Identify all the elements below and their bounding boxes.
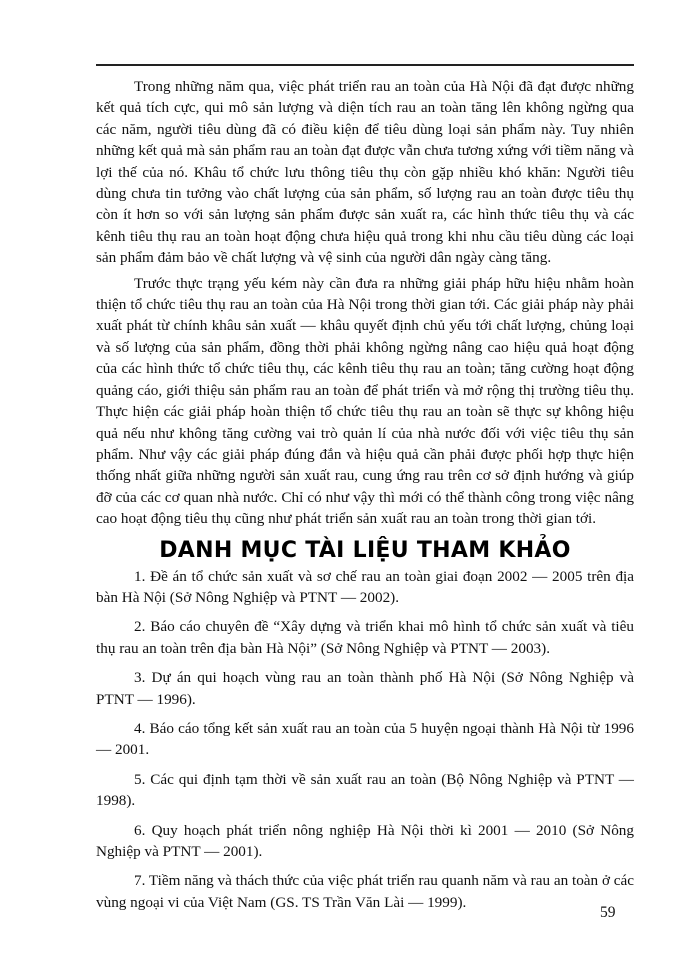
header-rule: [96, 64, 634, 66]
reference-item-7: 7. Tiềm năng và thách thức của việc phát triển rau quanh năm và rau an toàn ở các vùng ngoại vi của Việt Nam (GS. TS Trần Văn Lài — 1999).: [96, 872, 634, 911]
references-heading: DANH MỤC TÀI LIỆU THAM KHẢO: [159, 537, 571, 563]
page-number: 59: [600, 904, 616, 921]
reference-item-4: 4. Báo cáo tổng kết sản xuất rau an toàn của 5 huyện ngoại thành Hà Nội từ 1996 — 2001.: [96, 719, 634, 759]
body-paragraph-2: Trước thực trạng yếu kém này cần đưa ra những giải pháp hữu hiệu nhằm hoàn thiện tổ chức tiêu thụ rau an toàn của Hà Nội trong thời gian tới. Các giải pháp này phải xuất phát từ chính khâu sản xuất — khâu quyết định chủ yếu tới chất lượng, chủng loại và số lượng của sản phẩm, đồng thời phải không ngừng nâng cao hiệu quả hoạt động của các hình thức tổ chức tiêu thụ, các kênh tiêu thụ rau an toàn; tăng cường hoạt động quảng cáo, giới thiệu sản phẩm rau an toàn để phát triển và mở rộng thị trường tiêu thụ. Thực hiện các giải pháp hoàn thiện tổ chức tiêu thụ rau an toàn sẽ thực sự không hiệu quả nếu như không tăng cường vai trò quản lí của nhà nước đối với việc tiêu thụ sản phẩm. Như vậy các giải pháp đúng đắn và hiệu quả cần phải được phối hợp thực hiện thống nhất giữa những người sản xuất rau, cung ứng rau trên cơ sở định hướng và giúp đỡ của các cơ quan nhà nước. Chỉ có như vậy thì mới có thể thành công trong việc nâng cao hoạt động tiêu thụ cũng như phát triển sản xuất rau an toàn trong thời gian tới.: [96, 274, 634, 528]
reference-item-3: 3. Dự án qui hoạch vùng rau an toàn thành phố Hà Nội (Sở Nông Nghiệp và PTNT — 1996).: [96, 669, 634, 708]
reference-item-2: 2. Báo cáo chuyên đề “Xây dựng và triển khai mô hình tổ chức sản xuất và tiêu thụ rau an toàn trên địa bàn Hà Nội” (Sở Nông Nghiệp và PTNT — 2003).: [96, 618, 634, 657]
reference-item-1: 1. Đề án tổ chức sản xuất và sơ chế rau an toàn giai đoạn 2002 — 2005 trên địa bàn Hà Nội (Sở Nông Nghiệp và PTNT — 2002).: [96, 567, 634, 606]
reference-item-6: 6. Quy hoạch phát triển nông nghiệp Hà Nội thời kì 2001 — 2010 (Sở Nông Nghiệp và PTNT — 2001).: [96, 821, 634, 860]
reference-item-5: 5. Các qui định tạm thời về sản xuất rau an toàn (Bộ Nông Nghiệp và PTNT — 1998).: [96, 770, 634, 810]
page-content: [96, 76, 634, 913]
body-paragraph-1: Trong những năm qua, việc phát triển rau an toàn của Hà Nội đã đạt được những kết quả tích cực, qui mô sản lượng và diện tích rau an toàn tăng lên không ngừng qua các năm, người tiêu dùng đã có điều kiện để tiêu dùng loại sản phẩm này. Tuy nhiên những kết quả mà sản phẩm rau an toàn đạt được vẫn chưa tương xứng với tiềm năng và lợi thế của nó. Khâu tổ chức lưu thông tiêu thụ còn gặp nhiều khó khăn: Người tiêu dùng chưa tin tưởng vào chất lượng của sản phẩm, số lượng rau an toàn được tiêu thụ còn ít hơn so với sản lượng sản phẩm được sản xuất ra, các hình thức tiêu thụ và các kênh tiêu thụ rau an toàn hoạt động chưa hiệu quả trong khi nhu cầu tiêu dùng các loại sản phẩm đảm bảo về chất lượng và vệ sinh của người dân ngày càng tăng.: [96, 78, 634, 267]
references-list: [96, 566, 634, 914]
